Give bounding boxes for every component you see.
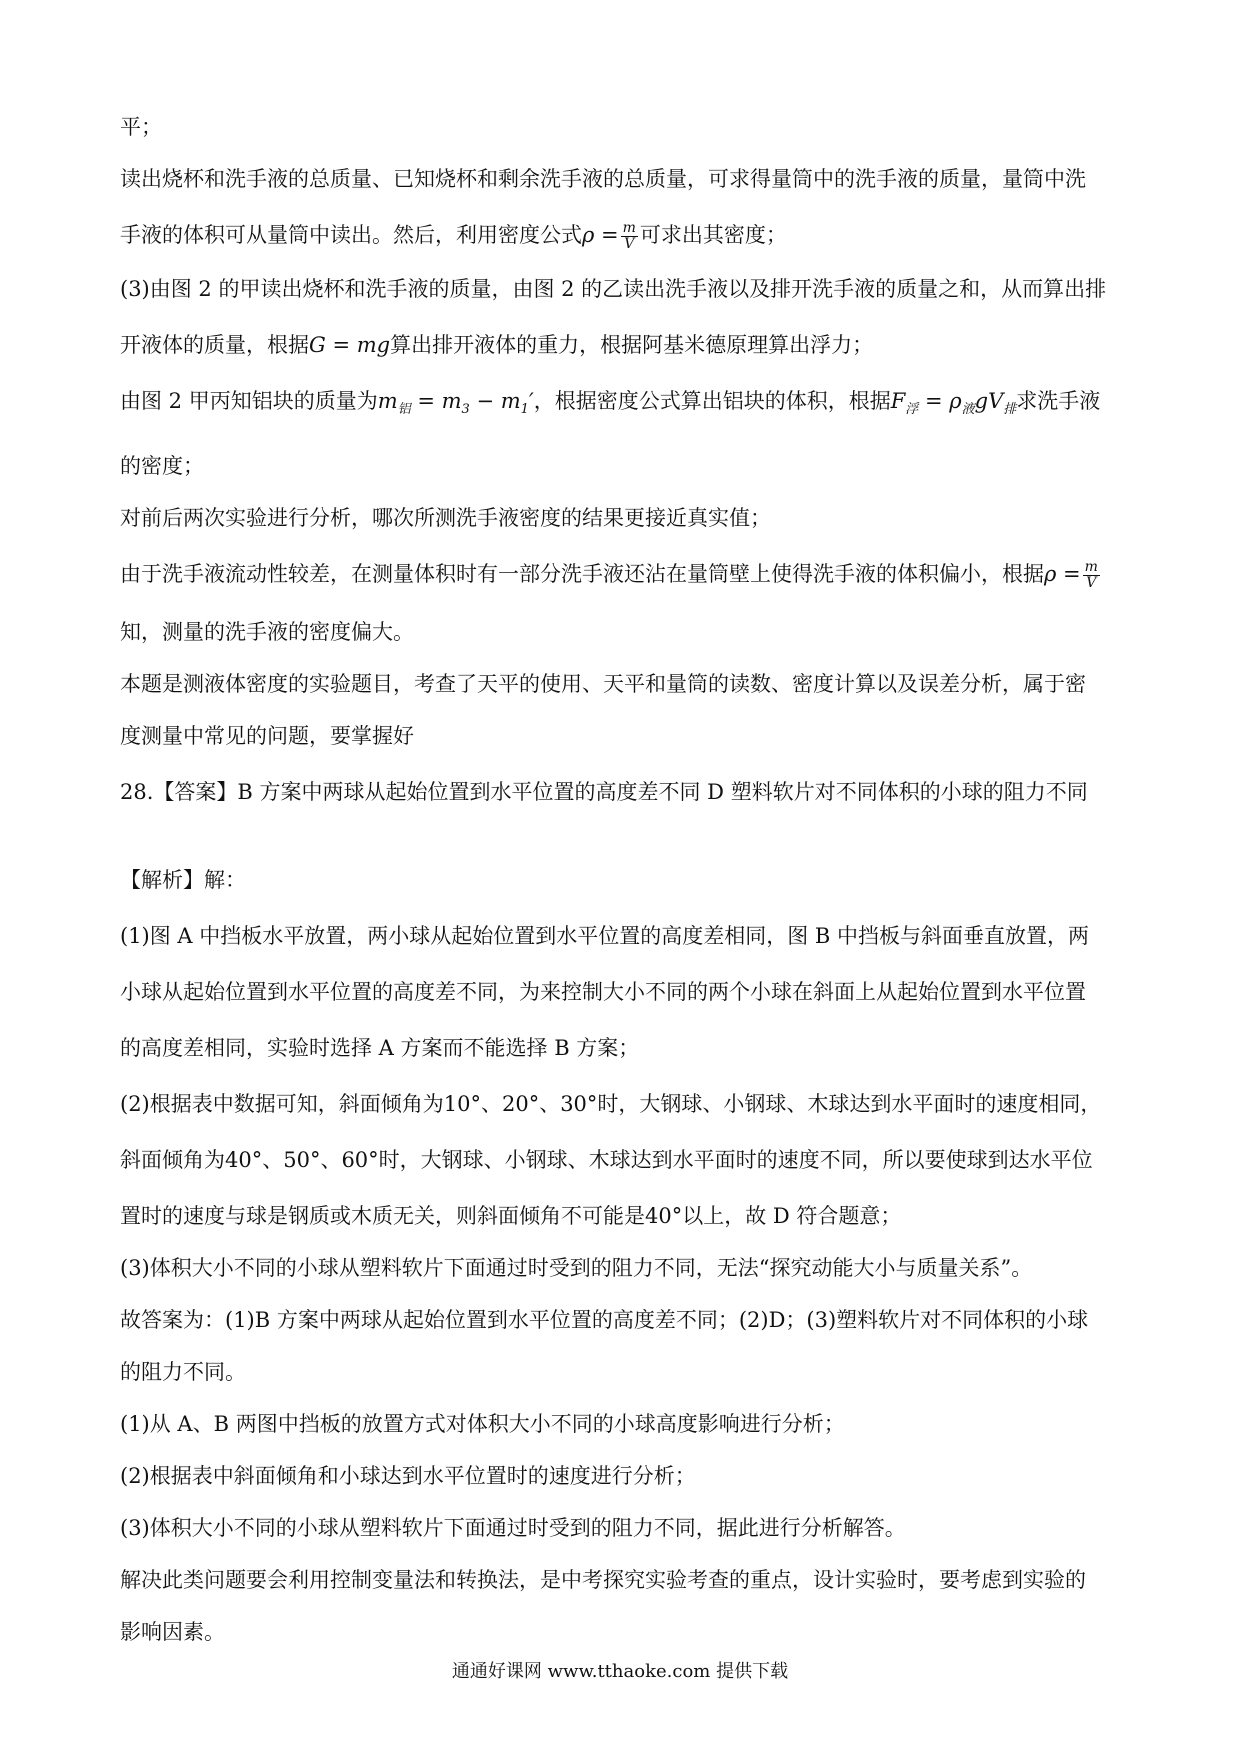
- text-line: 的密度；: [120, 454, 204, 479]
- text-line: 斜面倾角为40°、50°、60°时，大钢球、小钢球、木球达到水平面时的速度不同，所以要使球到达水平位: [120, 1148, 1093, 1173]
- page-footer: 通通好课网 www.tthaoke.com 提供下载: [451, 1661, 789, 1682]
- text-line: (2)根据表中斜面倾角和小球达到水平位置时的速度进行分析；: [120, 1464, 696, 1489]
- gravity-formula: G = mg: [309, 333, 391, 357]
- text-line: 手液的体积可从量筒中读出。然后，利用密度公式ρ = $\frac{m}{V}$ 可求出其密度；: [120, 220, 787, 252]
- density-formula: ρ =: [1044, 562, 1081, 587]
- text-line: (2)根据表中数据可知，斜面倾角为10°、20°、30°时，大钢球、小钢球、木球达到水平面时的速度相同，: [120, 1092, 1102, 1117]
- text-line: 对前后两次实验进行分析，哪次所测洗手液密度的结果更接近真实值；: [120, 506, 771, 531]
- text-line: 的高度差相同，实验时选择 A 方案而不能选择 B 方案；: [120, 1036, 640, 1061]
- text-line: 置时的速度与球是钢质或木质无关，则斜面倾角不可能是40°以上，故 D 符合题意；: [120, 1204, 902, 1229]
- text-line: (3)体积大小不同的小球从塑料软片下面通过时受到的阻力不同，无法“探究动能大小与质量关系”。: [120, 1256, 1033, 1281]
- text-line: 的阻力不同。: [120, 1360, 246, 1385]
- text-line: (3)体积大小不同的小球从塑料软片下面通过时受到的阻力不同，据此进行分析解答。: [120, 1516, 906, 1541]
- text-line: (1)图 A 中挡板水平放置，两小球从起始位置到水平位置的高度差相同，图 B 中挡板与斜面垂直放置，两: [120, 924, 1090, 949]
- density-formula: ρ =: [582, 223, 619, 247]
- text-line: 读出烧杯和洗手液的总质量、已知烧杯和剩余洗手液的总质量，可求得量筒中的洗手液的质量，量筒中洗: [120, 167, 1086, 191]
- text-line: (3)由图 2 的甲读出烧杯和洗手液的质量，由图 2 的乙读出洗手液以及排开洗手液的质量之和，从而算出排: [120, 277, 1107, 301]
- aluminum-mass-formula: $m_铝 = m_3 - m_1'$: [377, 389, 534, 418]
- text-line: 本题是测液体密度的实验题目，考查了天平的使用、天平和量筒的读数、密度计算以及误差分析，属于密: [120, 672, 1086, 697]
- answer-line: 28.【答案】B 方案中两球从起始位置到水平位置的高度差不同 D 塑料软片对不同体积的小球的阻力不同: [120, 780, 1088, 805]
- fraction-m-over-v: $\frac{m}{V}$: [1084, 559, 1098, 592]
- text-line: 知，测量的洗手液的密度偏大。: [120, 620, 414, 645]
- text-line: 开液体的质量，根据G = mg算出排开液体的重力，根据阿基米德原理算出浮力；: [120, 333, 874, 357]
- text-line: 由图 2 甲丙知铝块的质量为$m_铝 = m_3 - m_1'$，根据密度公式算出铝块的体积，根据$F_浮 = \rho_液gV_排$求洗手液: [120, 389, 1101, 418]
- buoyancy-formula: $F_浮 = \rho_液gV_排$: [890, 389, 1017, 418]
- analysis-heading: 【解析】解：: [120, 868, 246, 893]
- text-line: 由于洗手液流动性较差，在测量体积时有一部分洗手液还沾在量筒壁上使得洗手液的体积偏小，根据ρ = $\frac{m}{V}$: [120, 559, 1098, 592]
- fraction-m-over-v: $\frac{m}{V}$: [622, 220, 636, 252]
- document-body: [120, 112, 1130, 1647]
- text-line: 影响因素。: [120, 1620, 225, 1645]
- text-line: 故答案为：(1)B 方案中两球从起始位置到水平位置的高度差不同；(2)D；(3)塑料软片对不同体积的小球: [120, 1308, 1089, 1333]
- text-line: 小球从起始位置到水平位置的高度差不同，为来控制大小不同的两个小球在斜面上从起始位置到水平位置: [120, 980, 1086, 1005]
- text-line: 平；: [120, 115, 162, 139]
- text-line: (1)从 A、B 两图中挡板的放置方式对体积大小不同的小球高度影响进行分析；: [120, 1412, 845, 1437]
- text-line: 度测量中常见的问题，要掌握好: [120, 724, 414, 749]
- text-line: 解决此类问题要会利用控制变量法和转换法，是中考探究实验考查的重点，设计实验时，要考虑到实验的: [120, 1568, 1086, 1593]
